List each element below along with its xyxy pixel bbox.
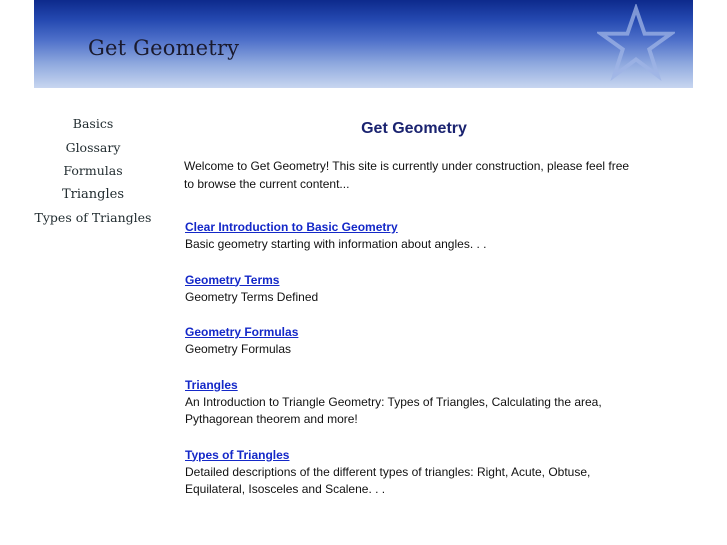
sidebar-item-glossary[interactable]: Glossary <box>65 139 121 155</box>
entry-description: Basic geometry starting with information about angles. . . <box>185 237 487 251</box>
link-triangles[interactable]: Triangles <box>185 377 238 392</box>
link-geometry-terms[interactable]: Geometry Terms <box>185 272 280 287</box>
entry-description: Geometry Formulas <box>185 342 292 356</box>
welcome-text: Welcome to Get Geometry! This site is currently under construction, please feel free to browse the current content... <box>184 159 630 191</box>
list-item <box>185 446 644 499</box>
page-title: Get Geometry <box>361 120 467 137</box>
link-basic-geometry[interactable]: Clear Introduction to Basic Geometry <box>185 220 398 234</box>
link-types-of-triangles[interactable]: Types of Triangles <box>185 447 290 462</box>
sidebar-item-basics[interactable]: Basics <box>72 116 114 131</box>
list-item <box>185 218 644 254</box>
list-item <box>185 271 644 307</box>
sidebar-item-formulas[interactable]: Formulas <box>63 163 123 178</box>
header-banner <box>34 0 693 88</box>
content-list <box>184 218 644 499</box>
sidebar-item-triangles[interactable]: Triangles <box>61 186 124 202</box>
star-icon <box>597 4 675 82</box>
sidebar-nav <box>34 112 152 230</box>
main-content <box>184 115 644 516</box>
entry-description: Detailed descriptions of the different types of triangles: Right, Acute, Obtuse, Equilateral, Isosceles and Scalene. . . <box>185 464 591 496</box>
entry-description: An Introduction to Triangle Geometry: Types of Triangles, Calculating the area, Pythagorean theorem and more! <box>185 394 602 426</box>
list-item <box>185 323 644 359</box>
sidebar-item-types-of-triangles[interactable]: Types of Triangles <box>34 210 152 225</box>
entry-description: Geometry Terms Defined <box>185 289 319 304</box>
link-geometry-formulas[interactable]: Geometry Formulas <box>185 325 299 339</box>
site-title[interactable]: Get Geometry <box>88 36 240 60</box>
list-item <box>185 376 644 429</box>
